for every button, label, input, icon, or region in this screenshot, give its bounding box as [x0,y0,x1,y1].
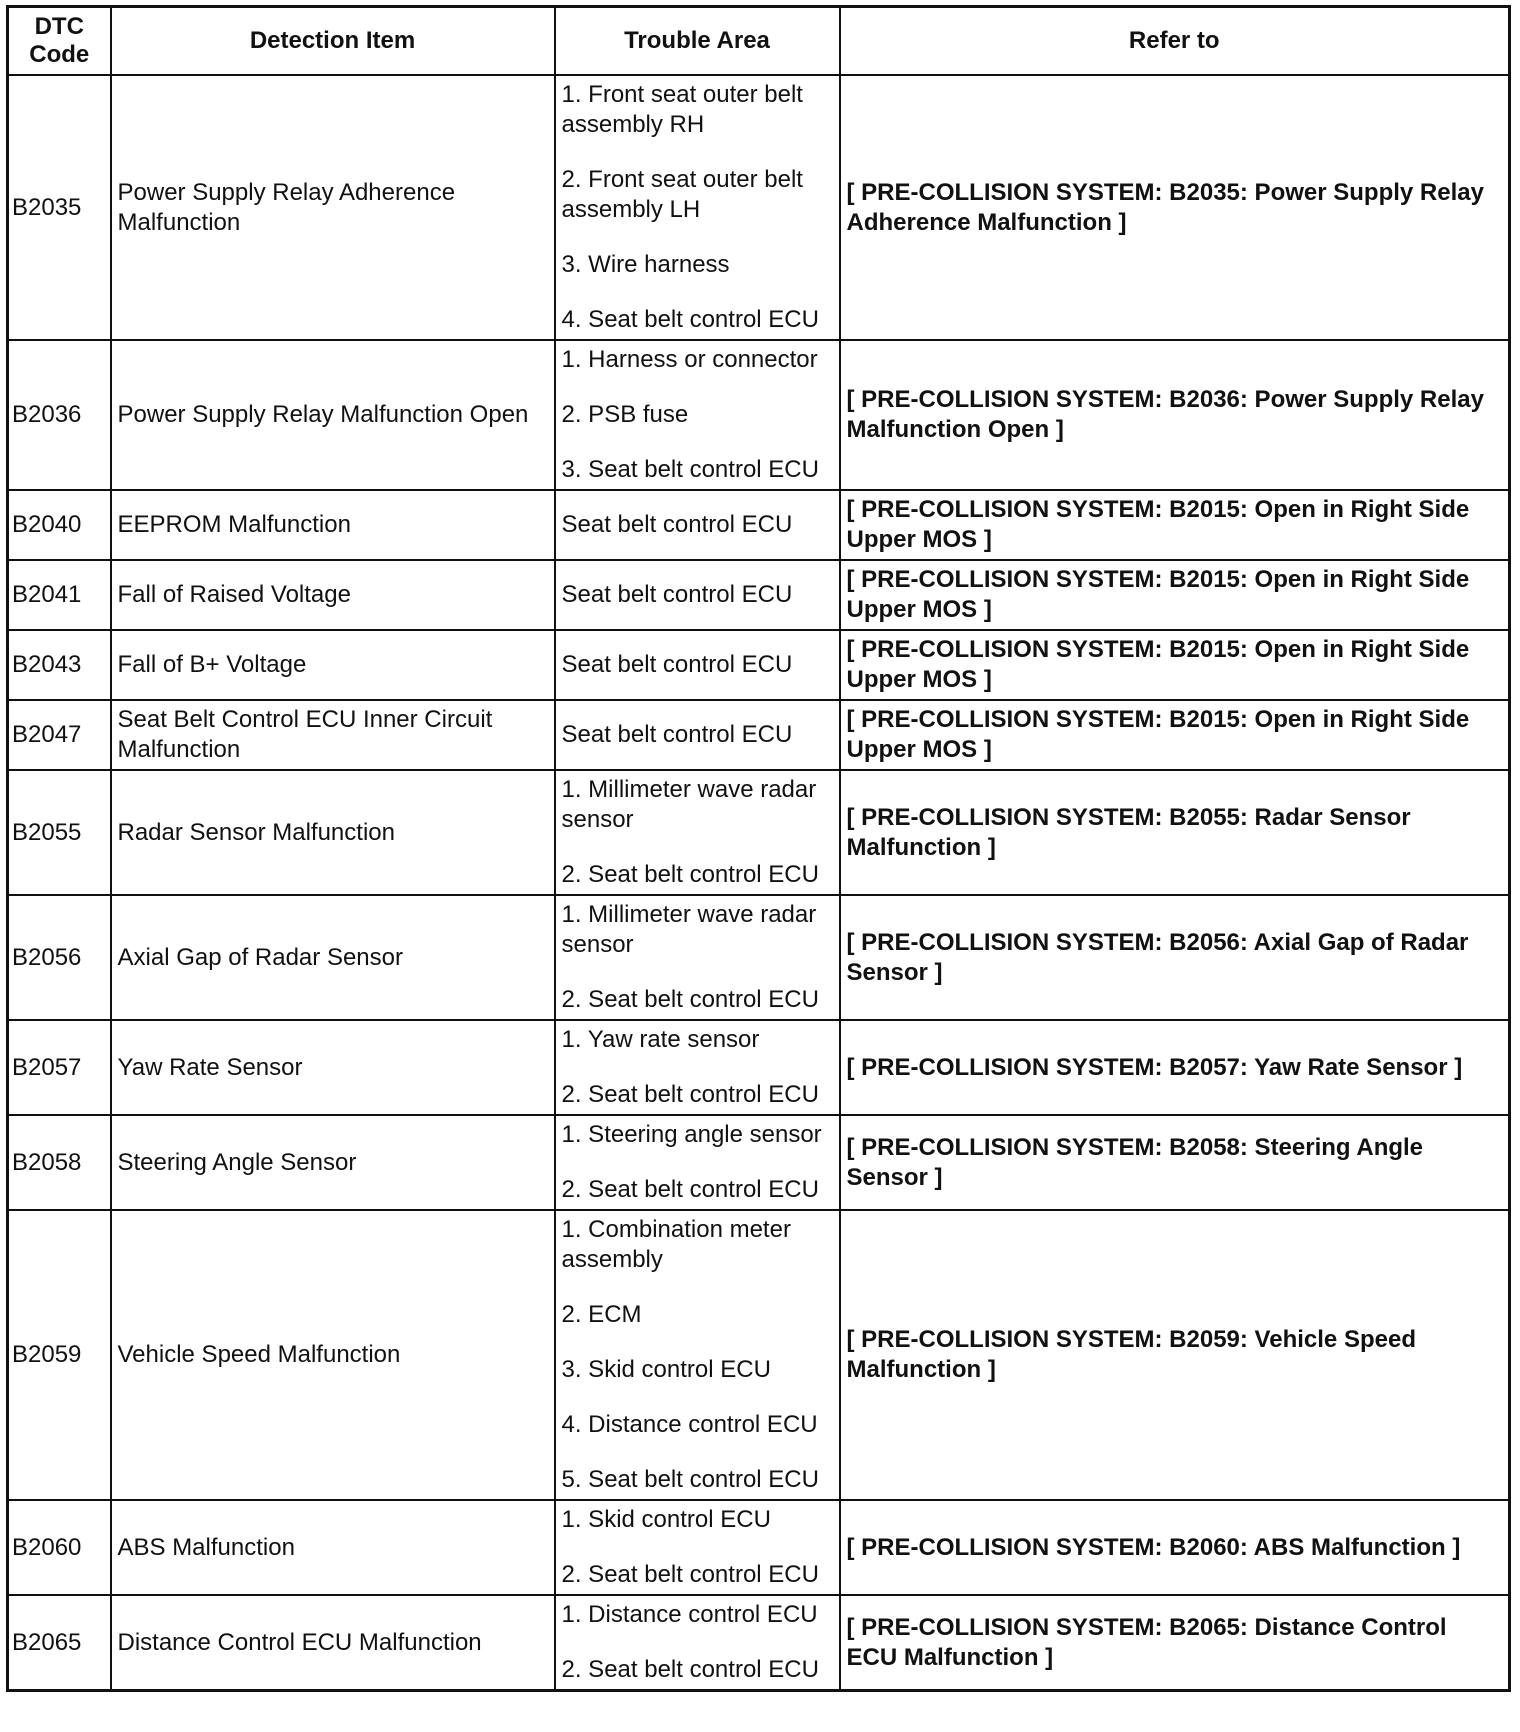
trouble-area-item: 4. Distance control ECU [561,1411,818,1438]
trouble-area-item: 5. Seat belt control ECU [561,1466,819,1493]
dtc-code-cell: B2057 [8,1020,111,1115]
trouble-area-cell [555,340,840,490]
table-row [8,75,1510,340]
detection-item-cell: Fall of B+ Voltage [111,630,555,700]
trouble-area-cell [555,1210,840,1500]
trouble-area-list [562,775,833,890]
refer-to-link[interactable]: [ PRE-COLLISION SYSTEM: B2015: Open in Right Side Upper MOS ] [840,630,1510,700]
refer-to-link[interactable]: [ PRE-COLLISION SYSTEM: B2065: Distance Control ECU Malfunction ] [840,1595,1510,1691]
table-row [8,1595,1510,1691]
trouble-area-cell [555,895,840,1020]
trouble-area-item: 2. PSB fuse [561,401,689,428]
refer-to-link[interactable]: [ PRE-COLLISION SYSTEM: B2015: Open in Right Side Upper MOS ] [840,700,1510,770]
detection-item-cell: Vehicle Speed Malfunction [111,1210,555,1500]
trouble-area-item: 1. Steering angle sensor [561,1121,822,1148]
trouble-area-item: 1. Skid control ECU [561,1506,771,1533]
trouble-area-item: 1. Harness or connector [561,346,818,373]
dtc-code-cell: B2056 [8,895,111,1020]
trouble-area-cell [555,770,840,895]
trouble-area-item: 2. Seat belt control ECU [561,1561,819,1588]
trouble-area-list [562,900,833,1015]
trouble-area-cell [555,700,840,770]
table-row [8,490,1510,560]
header-trouble-area: Trouble Area [555,7,840,76]
detection-item-cell: Yaw Rate Sensor [111,1020,555,1115]
trouble-area-list [562,1600,833,1685]
trouble-area-item: 2. Seat belt control ECU [561,861,819,888]
trouble-area-list [562,1505,833,1590]
trouble-area-list [562,345,833,485]
detection-item-cell: Seat Belt Control ECU Inner Circuit Malfunction [111,700,555,770]
trouble-area-cell [555,490,840,560]
trouble-area-list [562,1120,833,1205]
trouble-area-cell [555,630,840,700]
dtc-code-cell: B2058 [8,1115,111,1210]
detection-item-cell: Radar Sensor Malfunction [111,770,555,895]
refer-to-link[interactable]: [ PRE-COLLISION SYSTEM: B2055: Radar Sensor Malfunction ] [840,770,1510,895]
refer-to-link[interactable]: [ PRE-COLLISION SYSTEM: B2058: Steering Angle Sensor ] [840,1115,1510,1210]
header-refer-to: Refer to [840,7,1510,76]
trouble-area-item: 4. Seat belt control ECU [561,306,819,333]
dtc-code-cell: B2035 [8,75,111,340]
trouble-area-item: Seat belt control ECU [561,721,793,748]
trouble-area-list [562,510,833,540]
trouble-area-item: 2. Seat belt control ECU [561,1176,819,1203]
trouble-area-list [562,80,833,335]
dtc-code-cell: B2047 [8,700,111,770]
trouble-area-item: 3. Skid control ECU [561,1356,771,1383]
trouble-area-item: 3. Wire harness [561,251,730,278]
refer-to-link[interactable]: [ PRE-COLLISION SYSTEM: B2059: Vehicle Speed Malfunction ] [840,1210,1510,1500]
dtc-table [6,5,1511,1692]
table-row [8,700,1510,770]
refer-to-link[interactable]: [ PRE-COLLISION SYSTEM: B2036: Power Supply Relay Malfunction Open ] [840,340,1510,490]
trouble-area-cell [555,560,840,630]
refer-to-link[interactable]: [ PRE-COLLISION SYSTEM: B2060: ABS Malfunction ] [840,1500,1510,1595]
table-row [8,770,1510,895]
dtc-code-cell: B2059 [8,1210,111,1500]
refer-to-link[interactable]: [ PRE-COLLISION SYSTEM: B2035: Power Supply Relay Adherence Malfunction ] [840,75,1510,340]
dtc-code-cell: B2043 [8,630,111,700]
table-row [8,1500,1510,1595]
trouble-area-item: 1. Front seat outer belt assembly RH [561,81,803,138]
header-dtc-code: DTC Code [8,7,111,76]
detection-item-cell: Power Supply Relay Malfunction Open [111,340,555,490]
trouble-area-item: 1. Millimeter wave radar sensor [561,776,817,833]
detection-item-cell: Distance Control ECU Malfunction [111,1595,555,1691]
table-row [8,1210,1510,1500]
detection-item-cell: ABS Malfunction [111,1500,555,1595]
dtc-code-cell: B2040 [8,490,111,560]
table-row [8,340,1510,490]
table-row [8,1020,1510,1115]
table-body [8,75,1510,1691]
trouble-area-item: 2. Front seat outer belt assembly LH [561,166,803,223]
table-row [8,1115,1510,1210]
trouble-area-item: 1. Yaw rate sensor [561,1026,760,1053]
detection-item-cell: Power Supply Relay Adherence Malfunction [111,75,555,340]
trouble-area-item: Seat belt control ECU [561,511,793,538]
detection-item-cell: Steering Angle Sensor [111,1115,555,1210]
trouble-area-item: Seat belt control ECU [561,651,793,678]
detection-item-cell: EEPROM Malfunction [111,490,555,560]
trouble-area-list [562,1215,833,1495]
trouble-area-item: 2. Seat belt control ECU [561,1656,819,1683]
trouble-area-cell [555,1595,840,1691]
dtc-code-cell: B2036 [8,340,111,490]
trouble-area-item: 1. Distance control ECU [561,1601,818,1628]
detection-item-cell: Axial Gap of Radar Sensor [111,895,555,1020]
trouble-area-list [562,720,833,750]
trouble-area-item: 1. Combination meter assembly [561,1216,791,1273]
refer-to-link[interactable]: [ PRE-COLLISION SYSTEM: B2056: Axial Gap of Radar Sensor ] [840,895,1510,1020]
trouble-area-item: 3. Seat belt control ECU [561,456,819,483]
header-row [8,7,1510,76]
trouble-area-item: Seat belt control ECU [561,581,793,608]
dtc-code-cell: B2055 [8,770,111,895]
trouble-area-item: 2. ECM [561,1301,642,1328]
trouble-area-list [562,580,833,610]
dtc-code-cell: B2065 [8,1595,111,1691]
trouble-area-list [562,1025,833,1110]
trouble-area-cell [555,1020,840,1115]
trouble-area-list [562,650,833,680]
trouble-area-item: 2. Seat belt control ECU [561,986,819,1013]
detection-item-cell: Fall of Raised Voltage [111,560,555,630]
trouble-area-cell [555,1115,840,1210]
trouble-area-cell [555,1500,840,1595]
header-detection-item: Detection Item [111,7,555,76]
dtc-code-cell: B2060 [8,1500,111,1595]
table-row [8,560,1510,630]
table-row [8,630,1510,700]
refer-to-link[interactable]: [ PRE-COLLISION SYSTEM: B2015: Open in Right Side Upper MOS ] [840,560,1510,630]
trouble-area-item: 2. Seat belt control ECU [561,1081,819,1108]
trouble-area-item: 1. Millimeter wave radar sensor [561,901,817,958]
table-row [8,895,1510,1020]
refer-to-link[interactable]: [ PRE-COLLISION SYSTEM: B2057: Yaw Rate Sensor ] [840,1020,1510,1115]
refer-to-link[interactable]: [ PRE-COLLISION SYSTEM: B2015: Open in Right Side Upper MOS ] [840,490,1510,560]
trouble-area-cell [555,75,840,340]
dtc-code-cell: B2041 [8,560,111,630]
